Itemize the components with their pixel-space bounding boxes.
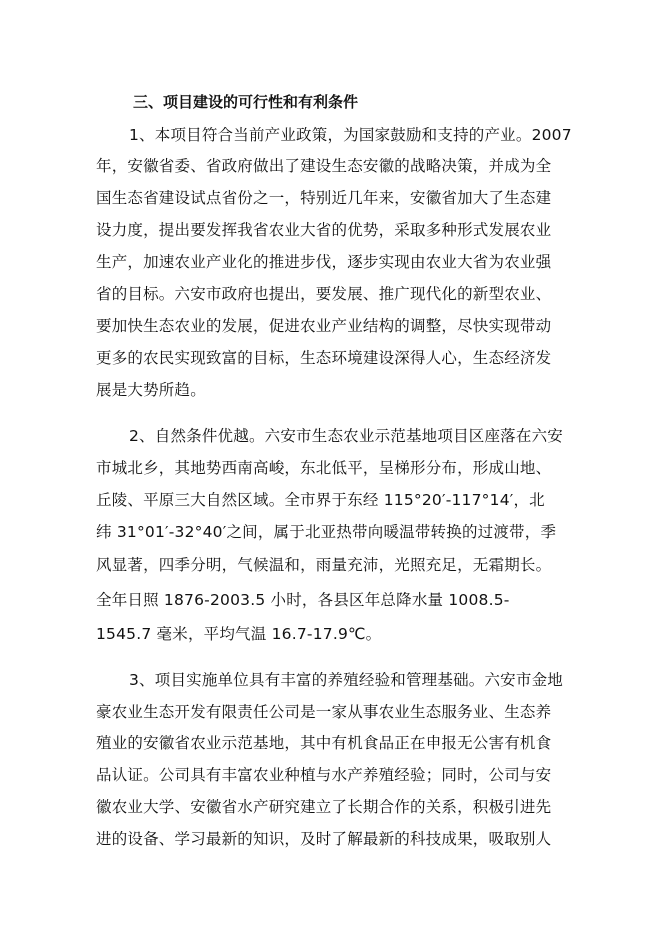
section-heading: 三、项目建设的可行性和有利条件	[133, 93, 359, 111]
paragraph-3-line-5: 徽农业大学、安徽省水产研究建立了长期合作的关系，积极引进先	[96, 798, 552, 816]
paragraph-1-line-6: 省的目标。六安市政府也提出，要发展、推广现代化的新型农业、	[96, 285, 552, 303]
paragraph-2-line-6: 全年日照 1876-2003.5 小时，各县区年总降水量 1008.5-	[96, 591, 510, 609]
paragraph-3-line-1: 3、项目实施单位具有丰富的养殖经验和管理基础。六安市金地	[129, 671, 563, 689]
paragraph-1-line-9: 展是大势所趋。	[96, 381, 206, 399]
paragraph-3-line-4: 品认证。公司具有丰富农业种植与水产养殖经验；同时，公司与安	[96, 766, 552, 784]
paragraph-3-line-2: 豪农业生态开发有限责任公司是一家从事农业生态服务业、生态养	[96, 703, 552, 721]
paragraph-1-line-8: 更多的农民实现致富的目标，生态环境建设深得人心，生态经济发	[96, 349, 552, 367]
paragraph-1-line-3: 国生态省建设试点省份之一，特别近几年来，安徽省加大了生态建	[96, 189, 552, 207]
paragraph-1-line-2: 年，安徽省委、省政府做出了建设生态安徽的战略决策，并成为全	[96, 157, 552, 175]
paragraph-1-line-4: 设力度，提出要发挥我省农业大省的优势，采取多种形式发展农业	[96, 221, 552, 239]
paragraph-2-line-2: 市城北乡，其地势西南高峻，东北低平，呈梯形分布，形成山地、	[96, 459, 552, 477]
paragraph-3-line-6: 进的设备、学习最新的知识，及时了解最新的科技成果，吸取别人	[96, 830, 552, 848]
paragraph-2-line-5: 风显著，四季分明，气候温和，雨量充沛，光照充足，无霜期长。	[96, 556, 552, 574]
paragraph-2-line-7: 1545.7 毫米，平均气温 16.7-17.9℃。	[96, 625, 382, 643]
paragraph-3-line-3: 殖业的安徽省农业示范基地，其中有机食品正在申报无公害有机食	[96, 734, 552, 752]
paragraph-2-line-1: 2、自然条件优越。六安市生态农业示范基地项目区座落在六安	[129, 427, 563, 445]
paragraph-1-line-5: 生产，加速农业产业化的推进步伐，逐步实现由农业大省为农业强	[96, 253, 552, 271]
paragraph-1-line-7: 要加快生态农业的发展，促进农业产业结构的调整，尽快实现带动	[96, 317, 552, 335]
paragraph-2-line-3: 丘陵、平原三大自然区域。全市界于东经 115°20′-117°14′，北	[96, 491, 545, 509]
paragraph-2-line-4: 纬 31°01′-32°40′之间，属于北亚热带向暖温带转换的过渡带，季	[96, 523, 557, 541]
paragraph-1-line-1: 1、本项目符合当前产业政策，为国家鼓励和支持的产业。2007	[129, 126, 572, 144]
